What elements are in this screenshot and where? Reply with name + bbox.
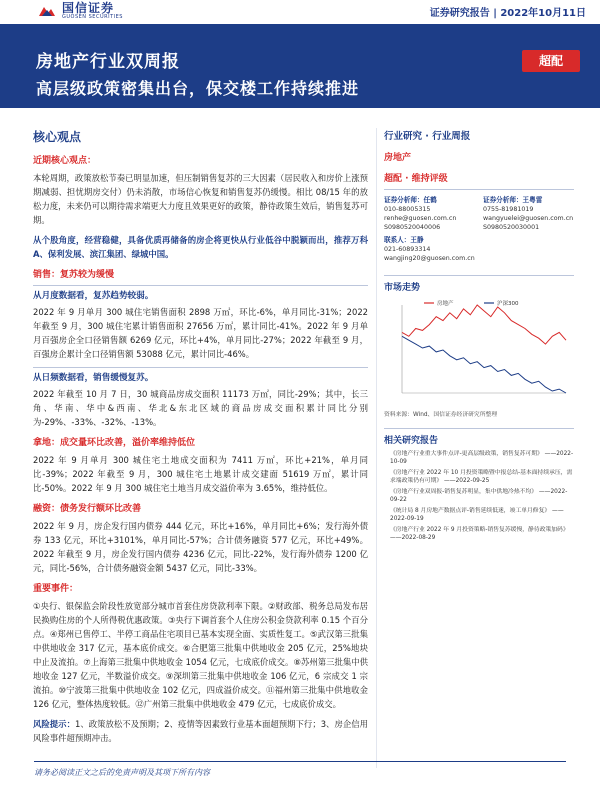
legend-label: 房地产: [437, 301, 454, 307]
analyst-cert: S0980520030001: [483, 224, 540, 231]
contact-phone: 021-60893314: [384, 246, 431, 253]
report-date: 2022年10月11日: [500, 8, 586, 19]
chart-source: 资料来源：Wind、国信证券经济研究所整理: [384, 412, 498, 418]
risk-text: 1、政策放松不及预期；2、疫情等因素致行业基本面超预期下行；3、房企信用风险事件超预期冲击。: [33, 719, 369, 743]
chart-svg: [384, 297, 574, 407]
analyst-cert: S0980520040006: [384, 224, 441, 231]
heading-daily-data: 从日频数据看，销售缓慢复苏。: [33, 367, 368, 383]
heading-land: 拿地：成交量环比改善，溢价率维持低位: [33, 438, 196, 448]
report-title: 房地产行业双周报: [36, 52, 180, 72]
sidebar: [384, 128, 574, 545]
related-report-item[interactable]: 《统计局 8 月房地产数据点评-销售延续低迷，竣工单月修复》 ——2022-09-19: [390, 508, 564, 522]
footer-rule: [34, 761, 566, 762]
paragraph-stock-picks: 从个股角度，经营稳健，具备优质再储备的房企将更快从行业低谷中脱颖而出，推荐万科 A、保利发展、滨江集团、绿城中国。: [33, 235, 368, 259]
top-bar: [0, 0, 600, 24]
paragraph-financing: 2022 年 9 月，房企发行国内债券 444 亿元，环比+16%，单月同比+6%；发行海外债券 133 亿元，环比+3101%，单月同比-57%；合计债务融资 577 亿元，环比+49%。2022 年截至 9 月，房企发行国内债券 4236 亿元，同比-22%，发行海外债券 1200 亿元，同比-56%，合计债务融资金额 5437 亿元，同比-33%。: [33, 521, 368, 573]
heading-monthly-data: 从月度数据看，复苏趋势较弱。: [33, 285, 368, 301]
report-type: 证券研究报告: [429, 8, 490, 19]
related-reports-list: [384, 450, 574, 542]
meta-separator: |: [493, 8, 501, 19]
chart-title: 市场走势: [384, 275, 574, 293]
analyst-phone: 0755-81981019: [483, 206, 534, 213]
title-banner: [0, 24, 600, 108]
paragraph-events: ①央行、银保监会阶段性放宽部分城市首套住房贷款利率下限。②财政部、税务总局发布居民换购住房的个人所得税优惠政策。③央行下调首套个人住房公积金贷款利率 0.15 个百分点。④郑州已售停工、半停工商品住宅项目已基本实现全面、实质性复工。⑤武汉第三批集中供地收金 317 亿元，基本底价成交。⑥合肥第三批集中供地收金 205 亿元，25%地块中止及流拍。⑦上海第三批集中供地收金 1054 亿元，七成底价成交。⑧苏州第三批集中供地收金 127 亿元，半数溢价成交。⑨深圳第三批集中供地收金 106 亿元，6 宗成交 1 宗流拍。⑩宁波第三批集中供地收金 102 亿元，四成溢价成交。⑪福州第三批集中供地收金 126 亿元，整体热度较低。⑫广州第三批集中供地收金 479 亿元，七成底价成交。: [33, 601, 368, 709]
sector-name: 房地产: [384, 153, 412, 163]
analyst-list: [384, 196, 574, 232]
sector-heading: 行业研究 · 行业周报: [384, 131, 471, 142]
paragraph-recent-views: 本轮周期，政策放松节奏已明显加速，但压制销售复苏的三大因素（居民收入和房价上涨预期减弱、担忧期房交付）仍未消散，市场信心恢复和销售复苏仍缓慢。相比 08/15 年的放松力度，未来仍可以期待需求端更大力度且效果更好的政策，静待政策生效后，销售复苏可期。: [33, 173, 368, 225]
market-trend-chart: [384, 297, 574, 407]
related-report-item[interactable]: 《房地产行业 2022 年 9 月投资策略-销售复苏缓慢，静待政策加码》 ——2022-08-29: [390, 527, 569, 541]
contact-name: 联系人：王静: [384, 236, 424, 244]
heading-recent-views: 近期核心观点：: [33, 156, 97, 166]
analyst-card: [384, 196, 475, 232]
paragraph-daily-sales: 2022 年截至 10 月 7 日，30 城商品房成交面积 11173 万㎡，同比-29%；其中，长三角、华南、华中&西南、华北&东北区域的商品房成交面积累计同比分别为-29%、-33%、-32%、-13%。: [33, 389, 368, 427]
logo-icon: [38, 4, 56, 18]
heading-events: 重要事件：: [33, 584, 79, 594]
paragraph-land: 2022 年 9 月单月 300 城住宅土地成交面积为 7411 万㎡，环比+21%，单月同比-39%；2022 年截至 9 月，300 城住宅土地累计成交建面 51619 万㎡，累计同比-50%。2022 年 9 月 300 城住宅土地当月成交溢价率为 3.65%，维持低位。: [33, 455, 368, 493]
heading-sales: 销售：复苏较为缓慢: [33, 270, 115, 280]
analyst-phone: 010-88005315: [384, 206, 431, 213]
paragraph-monthly-sales: 2022 年 9 月单月 300 城住宅销售面积 2898 万㎡，环比-6%，单月同比-31%；2022 年截至 9 月，300 城住宅累计销售面积 27656 万㎡，累计同比-41%。2022 年 9 月单月百强房企全口径销售额 6269 亿元，环比+4%，单月同比-27%；2022 年截至 9 月，百强房企累计全口径销售额 53088 亿元，累计同比-46%。: [33, 307, 368, 359]
report-subtitle: 高层级政策密集出台，保交楼工作持续推进: [36, 79, 360, 98]
analyst-name: 证券分析师：任鹤: [384, 196, 437, 204]
brand-logo: [38, 0, 123, 22]
main-content: [33, 128, 368, 751]
footer-disclaimer[interactable]: 请务必阅读正文之后的免责声明及其项下所有内容: [34, 768, 210, 777]
related-report-item[interactable]: 《房地产行业双周报-销售复苏明显，集中供地冷热不均》 ——2022-09-22: [390, 489, 568, 503]
related-reports-title: 相关研究报告: [384, 428, 574, 446]
series-line-1: [402, 336, 566, 393]
brand-name-cn: 国信证券: [62, 1, 115, 15]
rating-badge: 超配: [522, 50, 580, 72]
risk-label: 风险提示：: [33, 719, 75, 729]
column-divider: [376, 128, 377, 768]
analyst-name: 证券分析师：王粤雷: [483, 196, 543, 204]
heading-financing: 融资：债务发行额环比改善: [33, 504, 142, 514]
analyst-email[interactable]: wangyuelei@guosen.com.cn: [483, 215, 574, 222]
rating-line: 超配 · 维持评级: [384, 174, 448, 184]
related-report-item[interactable]: 《房地产行业重大事件点评-更高层级政策，销售复苏可期》 ——2022-10-09: [390, 451, 574, 465]
contact-card: [384, 236, 574, 263]
analyst-card: [483, 196, 574, 232]
contact-email[interactable]: wangjing20@guosen.com.cn: [384, 255, 475, 262]
legend-label: 沪深300: [497, 301, 519, 307]
related-report-item[interactable]: 《房地产行业 2022 年 10 月投资策略暨中报总结-基本面持续承压，需求端政策仍有可期》 ——2022-09-25: [390, 470, 573, 484]
brand-name-en: GUOSEN SECURITIES: [62, 14, 123, 20]
analyst-email[interactable]: renhe@guosen.com.cn: [384, 215, 457, 222]
paragraph-risk: [33, 717, 368, 745]
sidebar-rule: [384, 189, 574, 190]
series-line-0: [402, 305, 566, 344]
section-title-core-views: 核心观点: [33, 130, 82, 144]
report-meta: [430, 4, 586, 19]
